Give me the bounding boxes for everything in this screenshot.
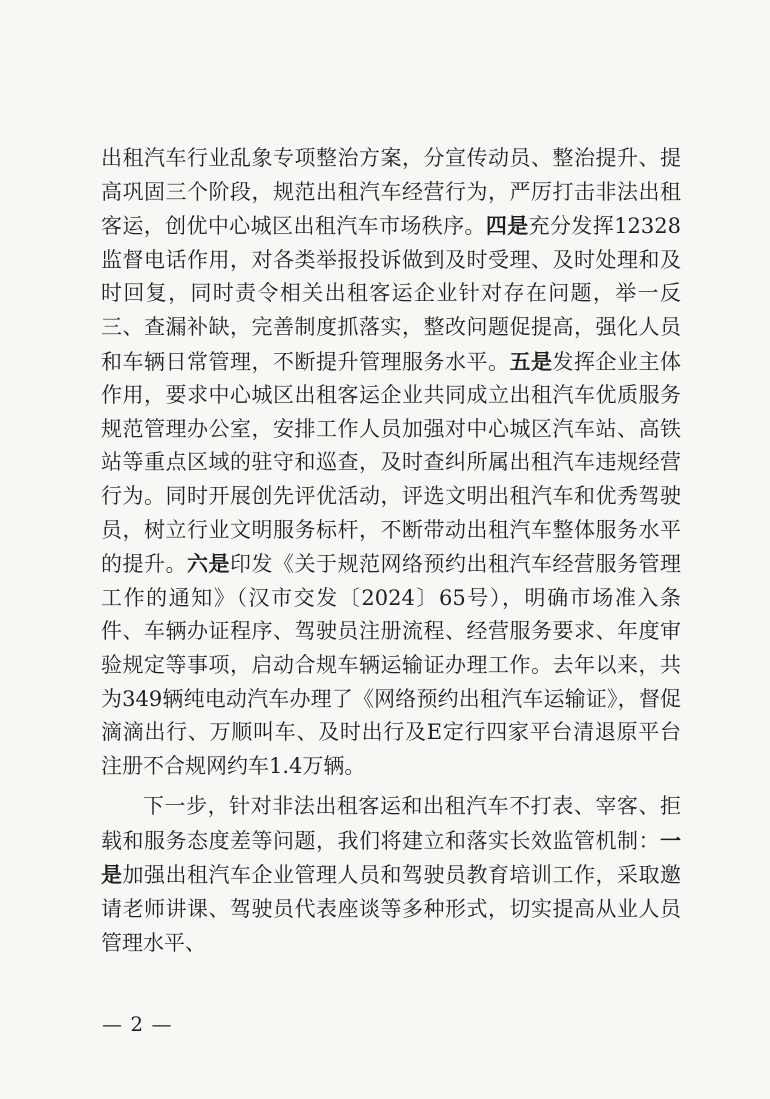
body-text (101, 142, 681, 960)
page-number: — 2 — (102, 1012, 173, 1036)
bold-lead-phrase: 六是 (187, 551, 230, 577)
text-run: 印发《关于规范网络预约出租汽车经营服务管理工作的通知》（汉市交发〔2024〕65号），明确市场准入条件、车辆办证程序、驾驶员注册流程、经营服务要求、年度审验规定等事项，启动合规车辆运输证办理工作。去年以来，共为349辆纯电动汽车办理了《网络预约出租汽车运输证》，督促滴滴出行、万顺叫车、及时出行及E定行四家平台清退原平台注册不合规网约车1.4万辆。 (101, 552, 681, 778)
text-run: 发挥企业主体作用，要求中心城区出租客运企业共同成立出租汽车优质服务规范管理办公室，安排工作人员加强对中心城区汽车站、高铁站等重点区域的驻守和巡查，及时查纠所属出租汽车违规经营行为。同时开展创先评优活动，评选文明出租汽车和优秀驾驶员，树立行业文明服务标杆，不断带动出租汽车整体服务水平的提升。 (101, 349, 681, 577)
paragraph-1 (101, 142, 681, 783)
bold-lead-phrase: 四是 (485, 213, 529, 239)
text-run: 充分发挥12328监督电话作用，对各类举报投诉做到及时受理、及时处理和及时回复，同时责令相关出租客运企业针对存在问题，举一反三、查漏补缺，完善制度抓落实，整改问题促提高，强化人员和车辆日常管理，不断提升管理服务水平。 (101, 214, 681, 374)
bold-lead-phrase: 五是 (509, 348, 553, 374)
text-run: 出租汽车行业乱象专项整治方案，分宣传动员、整治提升、提高巩固三个阶段，规范出租汽车经营行为，严厉打击非法出租客运，创优中心城区出租汽车市场秩序。 (101, 146, 681, 239)
text-run: 加强出租汽车企业管理人员和驾驶员教育培训工作，采取邀请老师讲课、驾驶员代表座谈等多种形式，切实提高从业人员管理水平、 (101, 863, 681, 955)
paragraph-2 (101, 790, 681, 960)
bold-lead-phrase: 一是 (101, 827, 681, 888)
text-run: 下一步，针对非法出租客运和出租汽车不打表、宰客、拒载和服务态度差等问题，我们将建立和落实长效监管机制： (101, 794, 681, 853)
